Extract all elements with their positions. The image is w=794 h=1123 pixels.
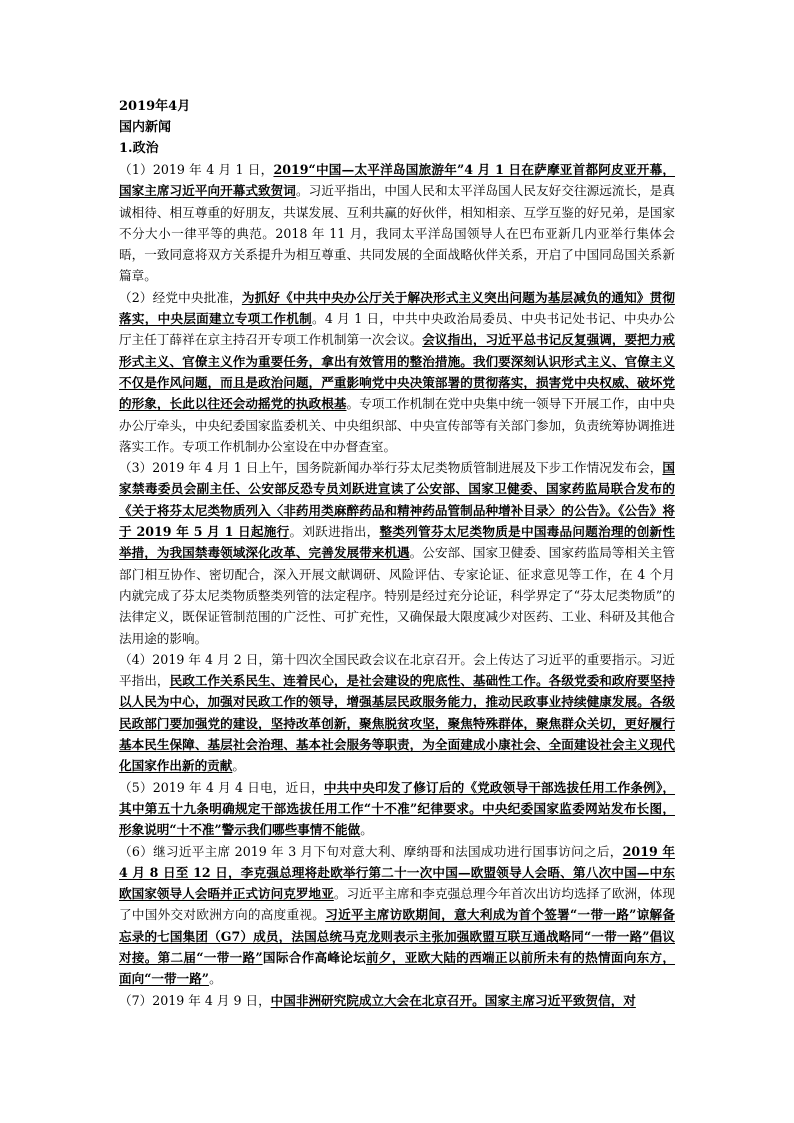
emphasis-text: 中共中央印发了修订后的《党政领导干部选拔任用工作条例》，其中第五十九条明确规定干部选拔任用工作“十不准”纪律要求。中央纪委国家监委网站发布长图，形象说明“十不准”警示我们哪些事情不能做: [119, 779, 676, 838]
text-run: 。: [232, 758, 245, 774]
text-run: 。习近平主席和李克强总理今年首次出访均选择了欧洲，体现了中国外交对欧洲方向的高度重视。: [119, 886, 676, 923]
text-run: 。习近平指出，中国人民和太平洋岛国人民友好交往源远流长，是真诚相待、相互尊重的好朋友，共谋发展、互利共赢的好伙伴，相知相亲、互学互鉴的好兄弟，是国家不分大小一律平等的典范。2018 年 11 月，我同太平洋岛国领导人在巴布亚新几内亚举行集体会晤，一致同意将双方关系提升为相互尊重、共同发展的全面战略伙伴关系，开启了中国同岛国关系新篇章。: [119, 183, 676, 284]
text-run: （1）2019 年 4 月 1 日，: [119, 162, 274, 177]
news-paragraph-5: [119, 777, 675, 841]
emphasis-text: 会议指出，习近平总书记反复强调，要把力戒形式主义、官僚主义作为重要任务，拿出有效管用的整治措施。我们要深刻认识形式主义、官僚主义不仅是作风问题，而且是政治问题，严重影响党中央决策部署的贯彻落实，损害党中央权威、破坏党的形象，长此以往还会动摇党的执政根基: [119, 332, 676, 412]
news-paragraph-7: [119, 990, 675, 1011]
emphasis-text: 习近平主席访欧期间，意大利成为首个签署“一带一路”谅解备忘录的七国集团（G7）成员，法国总统马克龙则表示主张加强欧盟互联互通战略同“一带一路”倡议对接。第二届“一带一路”: [119, 907, 676, 965]
text-run: （5）2019 年 4 月 4 日电，近日，: [119, 779, 324, 795]
emphasis-text: 国家禁毒委员会副主任、公安部反恐专员刘跃进宣读了公安部、国家卫健委、国家药监局联合发布的《关于将芬太尼类物质列入〈非药用类麻醉药品和精神药品管制品种增补目录〉的公告》。《公告》将于 2019 年 5 月 1 日起施行: [119, 460, 675, 540]
news-paragraph-4: [119, 649, 675, 777]
text-run: 。专项工作机制在党中央集中统一领导下开展工作，由中央办公厅牵头，中央纪委国家监委机关、中央组织部、中央宣传部等有关部门参加，负责统筹协调推进落实工作。专项工作机制办公室设在中办督查室。: [119, 396, 676, 454]
document-date: 2019年4月: [119, 99, 191, 114]
emphasis-text: 民政工作关系民生、连着民心，是社会建设的兜底性、基础性工作。各级党委和政府要坚持以人民为中心，加强对民政工作的领导，增强基层民政服务能力，推动民政事业持续健康发展。各级民政部门要加强党的建设，坚持改革创新，聚焦脱贫攻坚，聚焦特殊群体，聚焦群众关切，更好履行基本民生保障、基层社会治理、基本社会服务等职责，为全面建成小康社会、全面建设社会主义现代化国家作出新的贡献: [119, 673, 676, 774]
emphasis-text: 整类列管芬太尼类物质是中国毒品问题治理的创新性举措，为我国禁毒领域深化改革、完善发展带来机遇: [119, 524, 676, 561]
text-run: 。刘跃进指出，: [289, 524, 380, 540]
document-page: [119, 96, 675, 1011]
text-run: 。公安部、国家卫健委、国家药监局等相关主管部门相互协作、密切配合，深入开展文献调研、风险评估、专家论证、征求意见等工作，在 4 个月内就完成了芬太尼类物质整类列管的法定程序。特别是经过充分论证，科学界定了“芬太尼类物质”的法律定义，既保证管制范围的广泛性、可扩充性，又确保最大限度减少对医药、工业、科研及其他合法用途的影响。: [119, 545, 676, 646]
text-run: 。: [360, 822, 373, 838]
text-run: （2）经党中央批准，: [119, 289, 242, 305]
news-paragraph-2: [119, 287, 675, 457]
news-paragraph-6: [119, 841, 675, 990]
text-run: 。: [209, 971, 222, 987]
text-run: （3）2019 年 4 月 1 日上午，国务院新闻办举行芬太尼类物质管制进展及下步工作情况发布会，: [119, 460, 663, 476]
news-paragraph-1: [119, 159, 675, 287]
emphasis-text: 2019 年 4 月 8 日至 12 日，李克强总理将赴欧举行第二十一次中国—欧盟领导人会晤、第八次中国—中东欧国家领导人会晤并正式访问克罗地亚: [119, 843, 675, 902]
text-run: 。4 月 1 日，中共中央政治局委员、中央书记处书记、中央办公厅主任丁薛祥在京主持召开专项工作机制第一次会议。: [119, 311, 676, 348]
section-heading: 国内新闻: [119, 120, 172, 135]
emphasis-text: 2019“中国—太平洋岛国旅游年”4 月 1 日在萨摩亚首都阿皮亚开幕，国家主席习近平向开幕式致贺词: [119, 162, 676, 199]
text-run: （7）2019 年 4 月 9 日，: [119, 992, 271, 1008]
emphasis-text: 前夕，亚欧大陆的西端正以前所未有的热情面向东方，面向“一带一路”: [119, 949, 676, 987]
text-run: （6）继习近平主席 2019 年 3 月下旬对意大利、摩纳哥和法国成功进行国事访问之后，: [119, 843, 623, 859]
subsection-heading: 1.政治: [119, 141, 159, 156]
text-run: （4）2019 年 4 月 2 日，第十四次全国民政会议在北京召开。会上传达了习近平的重要指示。习近平指出，: [119, 651, 675, 689]
bold-text: 国际合作高峰论坛: [262, 949, 367, 965]
emphasis-text: 为抓好《中共中央办公厅关于解决形式主义突出问题为基层减负的通知》贯彻落实，中央层面建立专项工作机制: [119, 289, 675, 327]
news-paragraph-3: [119, 457, 675, 649]
emphasis-text: 中国非洲研究院成立大会在北京召开。国家主席习近平致贺信，对: [270, 992, 636, 1008]
